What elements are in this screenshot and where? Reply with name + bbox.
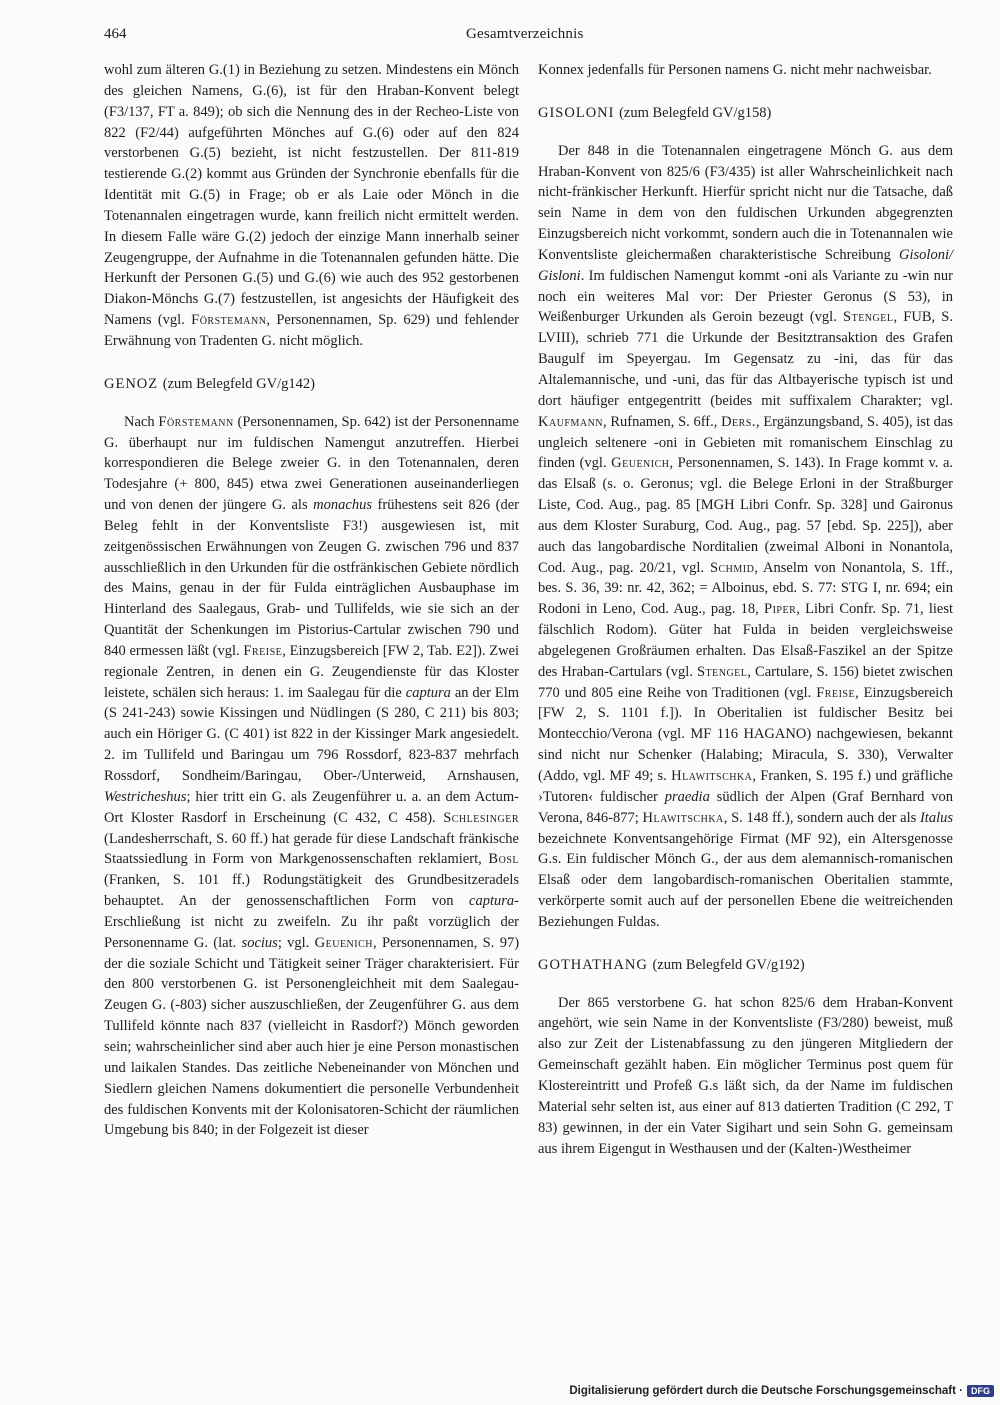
paragraph: wohl zum älteren G.(1) in Beziehung zu setzen. Mindestens ein Mönch des gleichen Namens, G.(6), ist für den Hraban-Konvent belegt (F3/137, FT a. 849); ob sich die Nennung des in der Recheo-Liste von 822 (F2/44) aufgeführten Mönches auf G.(6) oder auf den 824 verstorbenen G.(5) bezieht, ist nicht festzustellen. Der 811-819 testierende G.(2) kommt aus Gründen der Synchronie ebenfalls für die Identität mit G.(5) in Frage; ob er als Laie oder Mönch in die Totenannalen eingetragen wurde, kann freilich nicht ermittelt werden. In diesem Falle wäre G.(2) jedoch der einzige Mann innerhalb seiner Zeugengruppe, der Aufnahme in die Totenannalen gefunden hätte. Die Herkunft der Personen G.(5) und G.(6) wie auch des 952 gestorbenen Diakon-Mönchs G.(7) festzustellen, ist angesichts der Häufigkeit des Namens (vgl. Förstemann, Personennamen, Sp. 629) und fehlender Erwähnung von Tradenten G. nicht möglich.	[104, 62, 520, 349]
paragraph: Konnex jedenfalls für Personen namens G. nicht mehr nachweisbar.	[538, 62, 932, 78]
running-head: Gesamtverzeichnis	[466, 26, 584, 42]
paragraph: Der 865 verstorbene G. hat schon 825/6 dem Hraban-Konvent angehört, wie sein Name in der Konventsliste (F3/280) beweist, muß also zur Zeit der Listenabfassung zu den jüngeren Mitgliedern der Gemeinschaft gezählt haben. Ein möglicher Terminus post quem für Klostereintritt und Profeß G.s läßt sich, da der Name im fuldischen Material sehr selten ist, aus einer auf 813 datierten Tradition (C 292, T 83) gewinnen, in der ein Vater Sigihart und sein Sohn G. gemeinsam aus ihrem Eigengut in Westhausen und der (Kalten-)Westheimer	[538, 994, 953, 1157]
left-column	[104, 60, 519, 1141]
footer-credit	[569, 1385, 994, 1397]
entry-heading-gothathang: GOTHATHANG (zum Belegfeld GV/g192)	[538, 956, 805, 973]
right-column	[538, 60, 953, 1159]
paragraph: Nach Förstemann (Personennamen, Sp. 642) ist der Personenname G. überhaupt nur im fuldischen Namengut anzutreffen. Hierbei korrespondieren die Belege zweier G. in den Totenannalen, deren Todesjahre (+ 800, 845) etwa zwei Generationen auseinanderliegen und von denen der jüngere G. als monachus frühestens seit 826 (der Beleg fehlt in der Konventsliste F3!) ausgewiesen ist, mit zeitgenössischen Erwähnungen von Zeugen G. zwischen 796 und 837 ausschließlich in den Urkunden für die ostfränkischen Gebiete nördlich des Mains, genau in der für Fulda einträglichen Ausbauphase im Hinterland des Saalegaus, Grab- und Tullifelds, wie sie sich an der Quantität der Schenkungen im Pistorius-Cartular zwischen 790 und 840 ermessen läßt (vgl. Freise, Einzugsbereich [FW 2, Tab. E2]). Zwei regionale Zentren, in denen ein G. Zeugendienste für das Kloster leistete, schälen sich heraus: 1. im Saalegau für die captura an der Elm (S 241-243) sowie Kissingen und Nüdlingen (S 280, C 211) bis 803; auch ein Höriger G. (C 401) ist 822 in der Kissinger Mark angesiedelt. 2. im Tullifeld und Baringau um 796 Rossdorf, 823-837 mehrfach Rossdorf, Sondheim/Baringau, Ober-/Unterweid, Arnshausen, Westricheshus; hier tritt ein G. als Zeugenführer u. a. an dem Actum-Ort Kloster Rasdorf in Erscheinung (C 432, C 458). Schlesinger (Landesherrschaft, S. 60 ff.) hat gerade für diese Landschaft fränkische Staatssiedlung in Form von Markgenossenschaften reklamiert, Bosl (Franken, S. 101 ff.) Rodungstätigkeit des Grundbesitzeradels behauptet. An der genossenschaftlichen Form von captura-Erschließung ist nicht zu zweifeln. Zu ihr paßt vorzüglich der Personenname G. (lat. socius; vgl. Geuenich, Personennamen, S. 97) der die soziale Schicht und Tätigkeit seiner Träger charakterisiert. Für den 800 verstorbenen G. ist Personengleichheit mit dem Saalegau-Zeugen G. (-803) sicher auszuschließen, der Zeugenführer G. aus dem Tullifeld könnte nach 837 (vielleicht in Rasdorf?) Mönch geworden sein; wahrscheinlicher sind aber auch hier je eine Person monastischen und laikalen Standes. Das zeitliche Nebeneinander von Mönchen und Siedlern gleichen Namens dokumentiert die personelle Verbundenheit des fuldischen Konvents mit der Kolonisatoren-Schicht der räumlichen Umgebung bis 840; in der Folgezeit ist dieser	[104, 413, 520, 1139]
entry-heading-gisoloni: GISOLONI (zum Belegfeld GV/g158)	[538, 104, 772, 121]
paragraph: Der 848 in die Totenannalen eingetragene Mönch G. aus dem Hraban-Konvent von 825/6 (F3/435) ist aller Wahrscheinlichkeit nach nicht-fränkischer Herkunft. Hierfür spricht nicht nur die Tatsache, daß sein Name in dem von den fuldischen Urkunden abgegrenzten Einzugsbereich nicht vorkommt, sondern auch die in Totenannalen wie Konventsliste gleichermaßen charakteristische Schreibung Gisoloni/ Gisloni. Im fuldischen Namengut kommt -oni als Variante zu -win nur noch ein weiteres Mal vor: Der Priester Geronus (S 53), in Weißenburger Urkunden als Geroin bezeugt (vgl. Stengel, FUB, S. LVIII), schrieb 771 die Urkunde der Besitztransaktion des Grafen Baugulf im Speyergau. Im Gegensatz zu -ini, das für das Altalemannische, und -uni, das für das Altbayerische typisch ist und dort häufiger entgegentritt (beides mit suffixalem Charakter; vgl. Kaufmann, Rufnamen, S. 6ff., Ders., Ergänzungsband, S. 405), ist das ungleich seltenere -oni in Gebieten mit romanischem Einschlag zu finden (vgl. Geuenich, Personennamen, S. 143). In Frage kommt v. a. das Elsaß (s. o. Geronus; vgl. die Belege Erloni in der Straßburger Liste, Cod. Aug., pag. 85 [MGH Libri Confr. Sp. 328] und Gaironus aus dem Kloster Suraburg, Cod. Aug., pag. 57 [ebd. Sp. 225]), aber auch das langobardische Norditalien (zweimal Alboni in Nonantola, Cod. Aug., pag. 20/21, vgl. Schmid, Anselm von Nonantola, S. 1ff., bes. S. 36, 39: nr. 42, 362; = Alboinus, ebd. S. 77: STG I, nr. 694; ein Rodoni in Leno, Cod. Aug., pag. 18, Piper, Libri Confr. Sp. 71, liest fälschlich Rodom). Güter hat Fulda in beiden vergleichsweise abgelegenen Großräumen erhalten. Das Elsaß-Faszikel an der Spitze des Hraban-Cartulars (vgl. Stengel, Cartulare, S. 156) bietet zwischen 770 und 805 eine Reihe von Traditionen (vgl. Freise, Einzugsbereich [FW 2, S. 1101 f.]). In Oberitalien ist fuldischer Besitz bei Montecchio/Verona (vgl. MF 116 HAGANO) nachgewiesen, bekannt sind nicht nur Schenker (Halabing; Miracula, S. 330), Verwalter (Addo, vgl. MF 49; s. Hlawitschka, Franken, S. 195 f.) und gräfliche ›Tutoren‹ fuldischer praedia südlich der Alpen (Graf Bernhard von Verona, 846-877; Hlawitschka, S. 148 ff.), sondern auch der als Italus bezeichnete Konventsangehörige Firmat (MF 92), ein Altersgenosse G.s. Ein fuldischer Mönch G., der aus dem alemannisch-romanischen Elsaß oder dem langobardisch-romanischen Oberitalien stammte, verkörperte somit auch auf der personellen Ebene die weitreichenden Beziehungen Fuldas.	[538, 142, 954, 930]
page-number: 464	[104, 26, 127, 42]
dfg-logo-icon: DFG	[967, 1385, 994, 1397]
footer-text: Digitalisierung gefördert durch die Deutsche Forschungsgemeinschaft ·	[569, 1385, 963, 1397]
entry-heading-genoz: GENOZ (zum Belegfeld GV/g142)	[104, 375, 315, 392]
